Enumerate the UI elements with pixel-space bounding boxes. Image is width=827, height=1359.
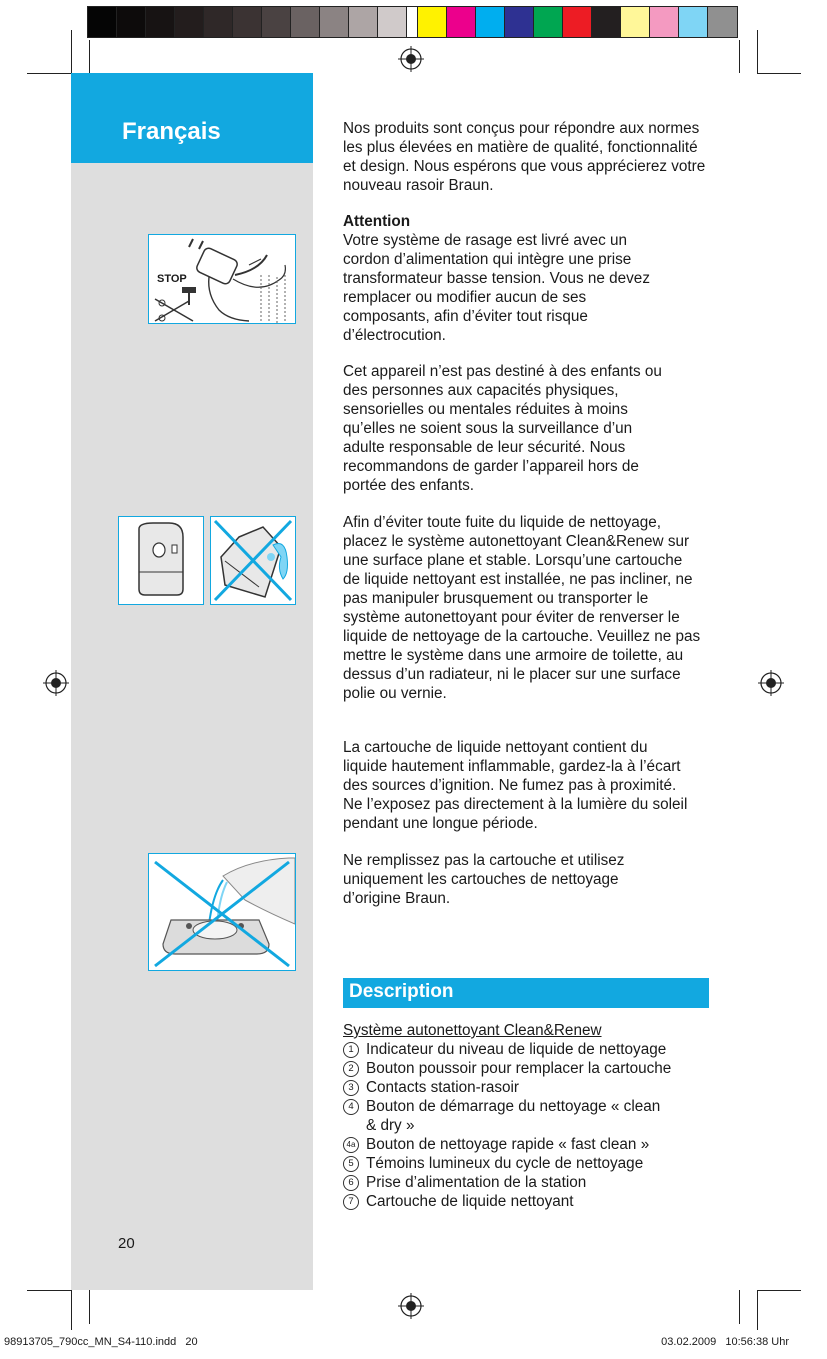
list-item-text: Bouton de démarrage du nettoyage « clean & dry »: [366, 1098, 661, 1134]
footer-timestamp: 03.02.2009 10:56:38 Uhr: [661, 1336, 789, 1348]
gray-swatch: [291, 7, 320, 37]
item-number-badge: 2: [343, 1061, 359, 1077]
attention-text: Votre système de rasage est livré avec un cordon d’alimentation qui intègre une prise transformateur basse tension. Vous ne devez remplacer ou modifier aucun de ses composants, afin d’éviter tout risque d’électrocution.: [343, 232, 650, 344]
list-item-text: Contacts station-rasoir: [366, 1079, 520, 1096]
gray-swatch: [320, 7, 349, 37]
color-swatch: [708, 7, 737, 37]
gray-swatch: [117, 7, 146, 37]
description-heading: Description: [349, 981, 454, 1002]
list-item: [343, 1154, 723, 1173]
list-item-text: Bouton de nettoyage rapide « fast clean »: [366, 1136, 650, 1153]
gray-swatch: [233, 7, 262, 37]
description-subtitle: Système autonettoyant Clean&Renew: [343, 1022, 602, 1039]
leak-text: Afin d’éviter toute fuite du liquide de nettoyage, placez le système autonettoyant Clean&Renew sur une surface plane et stable. Lorsqu’une cartouche de liquide nettoyant est installée, ne pas incliner, ne pas manipuler brusquement ou transporter le système autonettoyant pour éviter de renverser le liquide de nettoyage de la cartouche. Veuillez ne pas mettre le système dans une armoire de toilette, au dessus d’un radiateur, ni le placer sur une surface polie ou vernie.: [343, 514, 701, 702]
item-number-badge: 3: [343, 1080, 359, 1096]
stop-label: STOP: [157, 273, 187, 285]
leak-paragraph: [343, 513, 701, 703]
page-title: Français: [122, 118, 221, 145]
color-swatch: [447, 7, 476, 37]
intro-paragraph: [343, 119, 713, 195]
gray-swatch: [175, 7, 204, 37]
flammable-text: La cartouche de liquide nettoyant contient du liquide hautement inflammable, gardez-la à l’écart des sources d’ignition. Ne fumez pas à proximité. Ne l’exposez pas directement à la lumière du soleil pendant une longue période.: [343, 739, 688, 832]
refill-paragraph: [343, 851, 663, 908]
gray-swatch: [88, 7, 117, 37]
gray-swatch: [349, 7, 378, 37]
children-paragraph: [343, 362, 678, 495]
gray-swatch: [146, 7, 175, 37]
list-item-text: Cartouche de liquide nettoyant: [366, 1193, 574, 1210]
gray-swatch: [378, 7, 407, 37]
intro-text: Nos produits sont conçus pour répondre aux normes les plus élevées en matière de qualité, fonctionnalité et design. Nous espérons que vous apprécierez votre nouveau rasoir Braun.: [343, 120, 706, 194]
item-number-badge: 7: [343, 1194, 359, 1210]
power-cord-warning-illustration: [148, 234, 296, 324]
registration-mark-top: [398, 46, 424, 72]
process-color-bar: [417, 6, 738, 38]
grayscale-color-bar: [87, 6, 437, 38]
list-item-text: Bouton poussoir pour remplacer la cartouche: [366, 1060, 672, 1077]
color-swatch: [476, 7, 505, 37]
list-item: [343, 1040, 723, 1059]
color-swatch: [621, 7, 650, 37]
footer-file-info: 98913705_790cc_MN_S4-110.indd 20: [4, 1336, 198, 1348]
attention-heading: Attention: [343, 213, 411, 230]
registration-mark-left: [43, 670, 69, 696]
attention-section: [343, 212, 658, 345]
item-number-badge: 5: [343, 1156, 359, 1172]
item-number-badge: 4: [343, 1099, 359, 1115]
tilted-station-crossed-illustration: [210, 516, 296, 605]
gray-swatch: [262, 7, 291, 37]
color-swatch: [592, 7, 621, 37]
refill-text: Ne remplissez pas la cartouche et utilisez uniquement les cartouches de nettoyage d’origine Braun.: [343, 852, 625, 907]
item-number-badge: 6: [343, 1175, 359, 1191]
list-item: [343, 1097, 666, 1135]
flammable-paragraph: [343, 738, 693, 833]
children-text: Cet appareil n’est pas destiné à des enfants ou des personnes aux capacités physiques, sensorielles ou mentales réduites à moins qu’elles ne soient sous la surveillance d’un adulte responsable de leur sécurité. Nous recommandons de garder l’appareil hors de portée des enfants.: [343, 363, 662, 494]
list-item: [343, 1192, 723, 1211]
color-swatch: [679, 7, 708, 37]
refill-cartridge-crossed-illustration: [148, 853, 296, 971]
color-swatch: [650, 7, 679, 37]
color-swatch: [563, 7, 592, 37]
registration-mark-right: [758, 670, 784, 696]
list-item-text: Indicateur du niveau de liquide de nettoyage: [366, 1041, 667, 1058]
cleaning-station-illustration: [118, 516, 204, 605]
gray-swatch: [204, 7, 233, 37]
list-item: [343, 1173, 723, 1192]
registration-mark-bottom: [398, 1293, 424, 1319]
list-item: [343, 1078, 723, 1097]
item-number-badge: 1: [343, 1042, 359, 1058]
color-swatch: [534, 7, 563, 37]
description-list: [343, 1021, 723, 1211]
list-item: [343, 1059, 723, 1078]
color-swatch: [418, 7, 447, 37]
item-number-badge: 4a: [343, 1137, 359, 1153]
list-item-text: Témoins lumineux du cycle de nettoyage: [366, 1155, 644, 1172]
color-swatch: [505, 7, 534, 37]
list-item: [343, 1135, 723, 1154]
page-number: 20: [118, 1235, 135, 1252]
list-item-text: Prise d’alimentation de la station: [366, 1174, 587, 1191]
